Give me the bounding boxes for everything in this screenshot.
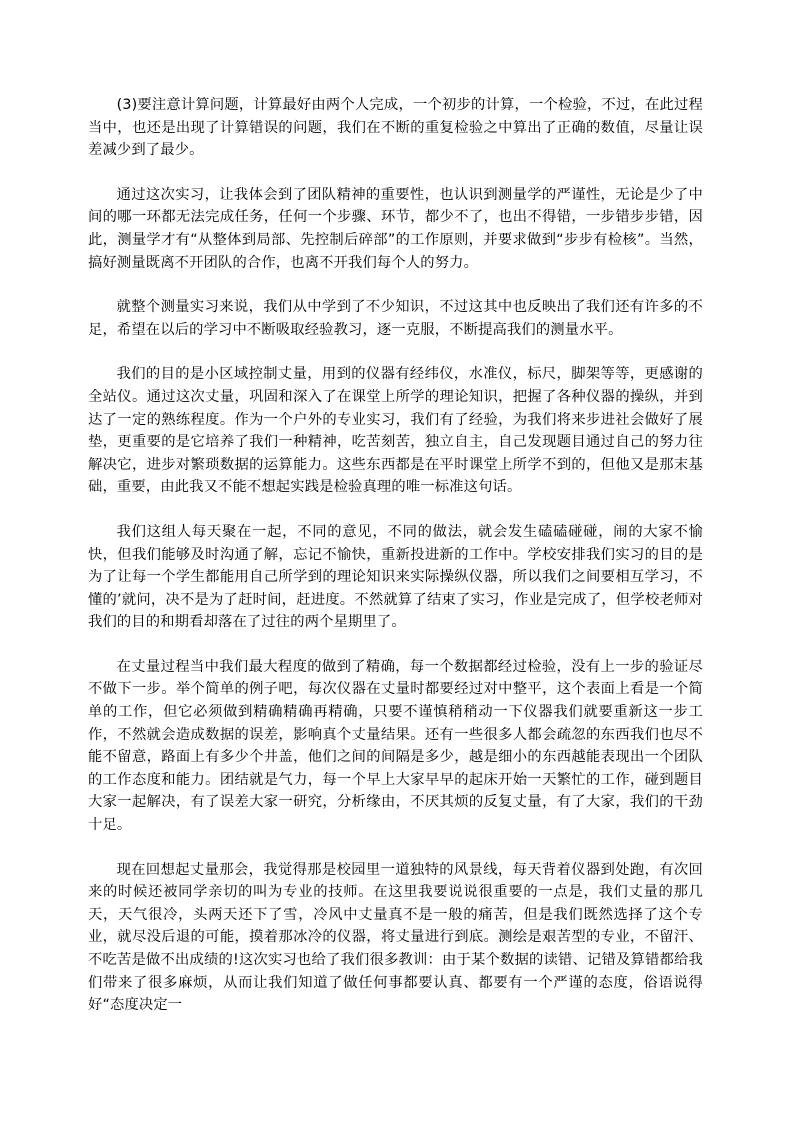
document-body [88,94,703,1039]
paragraph-reflection: 现在回想起丈量那会，我觉得那是校园里一道独特的风景线，每天背着仪器到处跑，有次回来的时候还被同学亲切的叫为专业的技师。在这里我要说说很重要的一点是，我们丈量的那几天，天气很冷，头两天还下了雪，冷风中丈量真不是一般的痛苦，但是我们既然选择了这个专业，就尽没后退的可能，摸着那冰冷的仪器，将丈量进行到底。测绘是艰苦型的专业，不留汗、不吃苦是做不出成绩的!这次实习也给了我们很多教训：由于某个数据的读错、记错及算错都给我们带来了很多麻烦，从而让我们知道了做任何事都要认真、都要有一个严谨的态度，俗语说得好“态度决定一 [88,861,703,1014]
paragraph-group-cooperation: 我们这组人每天聚在一起，不同的意见，不同的做法，就会发生磕磕碰碰，闹的大家不愉快，但我们能够及时沟通了解，忘记不愉快，重新投进新的工作中。学校安排我们实习的目的是为了让每一个学生都能用自己所学到的理论知识来实际操纵仪器，所以我们之间要相互学习，不懂的’就问，决不是为了赶时间，赶进度。不然就算了结束了实习，作业是完成了，但学校老师对我们的目的和期看却落在了过往的两个星期里了。 [88,523,703,631]
paragraph-measurement-precision: 在丈量过程当中我们最大程度的做到了精确，每一个数据都经过检验，没有上一步的验证尽不做下一步。举个简单的例子吧，每次仪器在丈量时都要经过对中整平，这个表面上看是一个简单的工作，但它必须做到精确精确再精确，只要不谨慎稍稍动一下仪器我们就要重新这一步工作，不然就会造成数据的误差，影响真个丈量结果。还有一些很多人都会疏忽的东西我们也尽不能不留意，路面上有多少个井盖，他们之间的间隔是多少，越是细小的东西越能表现出一个团队的工作态度和能力。团结就是气力，每一个早上大家早早的起床开始一天繁忙的工作，碰到题目大家一起解决，有了误差大家一研究，分析缘由，不厌其烦的反复丈量，有了大家，我们的干劲十足。 [88,658,703,834]
paragraph-calculation-issue: (3)要注意计算问题，计算最好由两个人完成，一个初步的计算，一个检验，不过，在此过程当中，也还是出现了计算错误的问题，我们在不断的重复检验之中算出了正确的数值，尽量让误差减少到了最少。 [88,97,703,159]
paragraph-overall-summary: 就整个测量实习来说，我们从中学到了不少知识，不过这其中也反映出了我们还有许多的不足，希望在以后的学习中不断吸取经验教习，逐一克服，不断提高我们的测量水平。 [88,299,703,338]
paragraph-purpose-instruments: 我们的目的是小区域控制丈量，用到的仪器有经纬仪，水准仪，标尺，脚架等等，更感谢的全站仪。通过这次丈量，巩固和深入了在课堂上所学的理论知识，把握了各种仪器的操纵，并到达了一定的熟练程度。作为一个户外的专业实习，我们有了经验，为我们将来步进社会做好了展垫，更重要的是它培养了我们一种精神，吃苦刻苦，独立自主，自己发现题目通过自己的努力往解决它，进步对繁琐数据的运算能力。这些东西都是在平时课堂上所学不到的，但他又是那末基础，重要，由此我又不能不想起实践是检验真理的唯一标准这句话。 [88,366,703,496]
paragraph-team-spirit: 通过这次实习，让我体会到了团队精神的重要性，也认识到测量学的严谨性，无论是少了中间的哪一环都无法完成任务，任何一个步骤、环节，都少不了，也出不得错，一步错步步错，因此，测量学才有“从整体到局部、先控制后碎部”的工作原则，并要求做到“步步有检核”。当然，搞好测量既离不开团队的合作，也离不开我们每个人的努力。 [88,186,703,271]
